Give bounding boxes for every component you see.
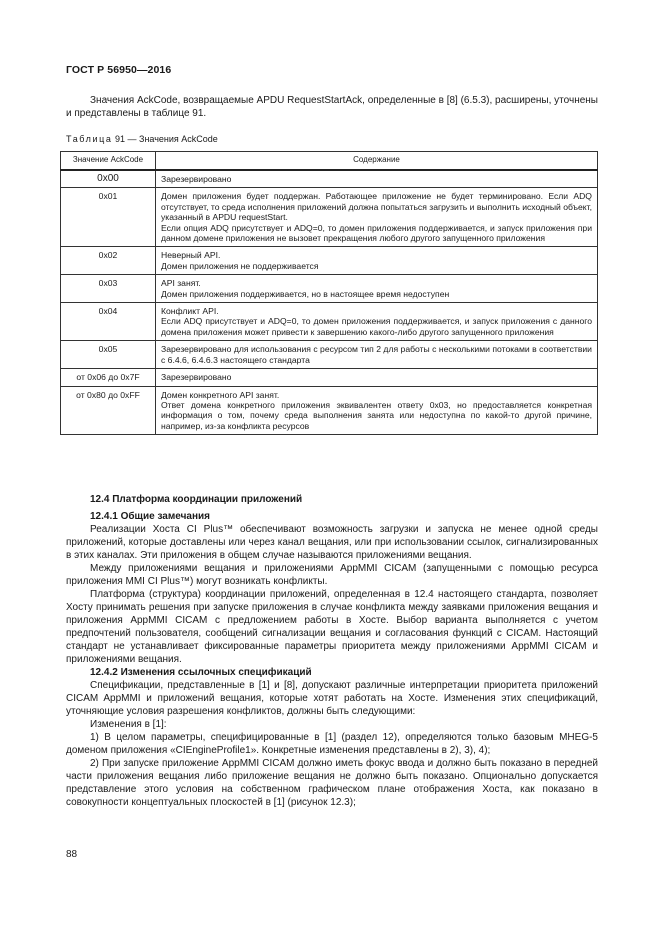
description-line: Зарезервировано <box>161 174 232 184</box>
table-row <box>61 341 598 369</box>
table-row <box>61 386 598 435</box>
ackcode-table <box>60 151 598 435</box>
section-12-4 <box>66 493 598 809</box>
intro-text <box>66 94 598 120</box>
description-line: Ответ домена конкретного приложения эквивалентен ответу 0x03, но предоставляется конкретная информация о том, почему среда выполнения занята или недоступна по какой-то другой причине, например, из-за конфликта ресурсов <box>161 399 592 431</box>
table-row <box>61 369 598 386</box>
ackcode-value: от 0x06 до 0x7F <box>61 369 156 386</box>
body-paragraph: Спецификации, представленные в [1] и [8], допускают различные интерпретации приоритета приложений CICAM AppMMI и приложений вещания, которые хотят работать на Хосте. Изменения этих спецификаций, уточняющие условия разрешения конфликтов, должны быть следующими: <box>66 680 598 717</box>
description-line: Домен приложения не поддерживается <box>161 260 319 271</box>
description-line: Домен приложения будет поддержан. Работающее приложение не будет терминировано. Если ADQ отсутствует, то среда исполнения приложений должна попытаться загрузить и выполнить исходный объект, указанный в APDU requestStart. <box>161 191 592 223</box>
column-header-content: Содержание <box>156 152 598 171</box>
table-caption <box>66 134 218 145</box>
description-line: Неверный API. <box>161 250 221 261</box>
column-header-code: Значение AckCode <box>61 152 156 171</box>
ackcode-value: 0x02 <box>61 247 156 275</box>
body-paragraph: 1) В целом параметры, специфицированные в [1] (раздел 12), определяются только базовым MHEG-5 доменом приложения «CIEngineProfile1». Конкретные изменения представлены в 2), 3), 4); <box>66 732 598 756</box>
description-line: Конфликт API. <box>161 306 219 317</box>
body-paragraph: Между приложениями вещания и приложениями AppMMI CICAM (запущенными с помощью ресурса приложения MMI CI Plus™) могут возникать конфликты. <box>66 563 598 587</box>
page-number: 88 <box>66 849 78 860</box>
subsection-12-4-2-body <box>66 679 598 809</box>
ackcode-value: 0x04 <box>61 303 156 341</box>
ackcode-value: 0x03 <box>61 275 156 303</box>
body-paragraph: Реализации Хоста CI Plus™ обеспечивают возможность загрузки и запуска не менее одной среды приложений, которые доставлены или через канал вещания, или при использовании ссылок, сигнализированных в этих каналах. Эти приложения в общем случае называются приложениями вещания. <box>66 524 598 561</box>
ackcode-description <box>156 341 598 369</box>
ackcode-description <box>156 369 598 386</box>
ackcode-value: 0x00 <box>61 170 156 188</box>
description-line: Зарезервировано <box>161 372 232 383</box>
ackcode-description <box>156 303 598 341</box>
body-paragraph: Платформа (структура) координации приложений, определенная в 12.4 настоящего стандарта, позволяет Хосту принимать решения при запуске приложения в случае конфликта между заявками приложения вещания и приложения AppMMI CICAM с предложением работы в Хосте. Выбор варианта выполняется с учетом предпочтений пользователя, сообщений сигнализации вещания и согласования функций с CICAM. Настоящий стандарт не устанавливает фиксированные параметры приоритета между приложениями AppMMI CICAM и приложениями вещания. <box>66 589 598 665</box>
table-row <box>61 303 598 341</box>
section-title: 12.4 Платформа координации приложений <box>90 494 303 505</box>
table-row <box>61 170 598 188</box>
body-paragraph: Изменения в [1]: <box>90 719 167 730</box>
description-line: Зарезервировано для использования с ресурсом тип 2 для работы с несколькими потоками в соответствии с 6.4.6, 6.4.6.3 настоящего стандарта <box>161 344 592 365</box>
subsection-12-4-1-body <box>66 523 598 666</box>
body-paragraph: 2) При запуске приложение AppMMI CICAM должно иметь фокус ввода и должно быть показано в передней части приложения вещания либо приложение вещания не должно быть показано. Опционально допускается представление этого условия на собственном графическом плане отображения Хоста, как показано в совокупности концептуальных плоскостей в [1] (рисунок 12.3); <box>66 758 598 808</box>
description-line: Если ADQ присутствует и ADQ=0, то домен приложения поддерживается, и запуск приложения с данного домена приложения может привести к завершению какого-либо другого запущенного приложения <box>161 316 592 337</box>
ackcode-description <box>156 386 598 435</box>
document-header: ГОСТ Р 56950—2016 <box>66 64 172 76</box>
description-line: Домен конкретного API занят. <box>161 389 280 400</box>
intro-paragraph: Значения AckCode, возвращаемые APDU RequestStartAck, определенные в [8] (6.5.3), расширены, уточнены и представлены в таблице 91. <box>66 95 598 119</box>
subsection-title-12-4-1: 12.4.1 Общие замечания <box>90 511 210 522</box>
ackcode-description <box>156 275 598 303</box>
table-row <box>61 275 598 303</box>
table-row <box>61 247 598 275</box>
subsection-title-12-4-2: 12.4.2 Изменения ссылочных спецификаций <box>90 667 312 678</box>
table-row <box>61 188 598 247</box>
table-body <box>61 170 598 435</box>
description-line: Домен приложения поддерживается, но в настоящее время недоступен <box>161 288 450 299</box>
ackcode-description <box>156 188 598 247</box>
ackcode-value: от 0x80 до 0xFF <box>61 386 156 435</box>
ackcode-description <box>156 247 598 275</box>
table-caption-title: 91 — Значения AckCode <box>112 134 218 144</box>
ackcode-value: 0x01 <box>61 188 156 247</box>
ackcode-description <box>156 170 598 188</box>
description-line: API занят. <box>161 278 201 289</box>
description-line: Если опция ADQ присутствует и ADQ=0, то домен приложения поддерживается, и запуск приложения при данном домене приложения не вызовет прекращения любого другого запущенного приложения <box>161 222 592 244</box>
table-caption-prefix: Таблица <box>66 134 113 144</box>
ackcode-value: 0x05 <box>61 341 156 369</box>
table-header-row <box>61 152 598 171</box>
